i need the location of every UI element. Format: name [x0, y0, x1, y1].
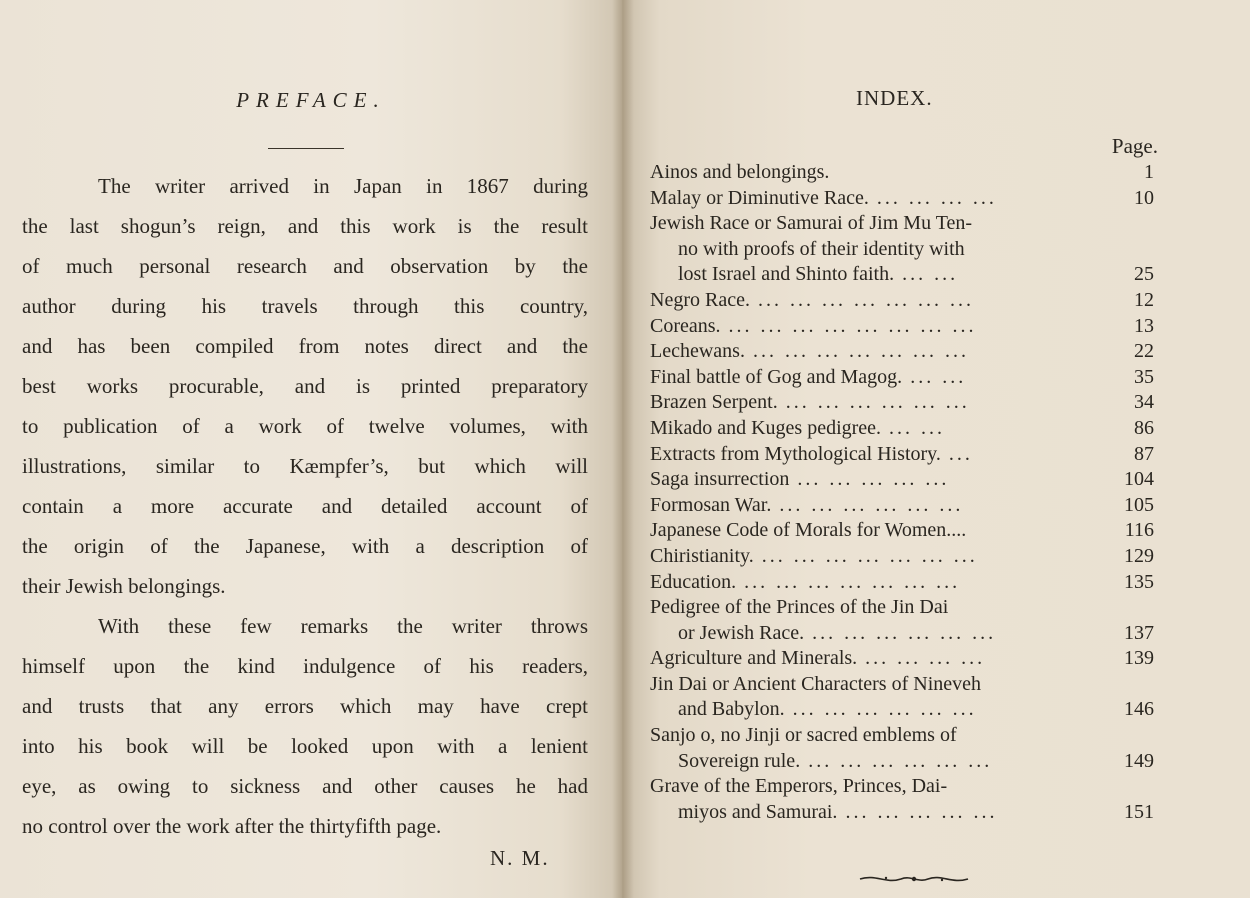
index-entry-line	[650, 697, 1154, 723]
index-entry	[650, 672, 1154, 723]
index-entry-line	[650, 416, 1154, 442]
index-leader-dots: ...	[948, 442, 973, 465]
index-entry	[650, 339, 1154, 365]
index-page-number: 151	[1124, 800, 1154, 823]
index-entry	[650, 186, 1154, 212]
preface-line: no control over the work after the thirtyfifth page.	[22, 814, 442, 838]
index-entry	[650, 723, 1154, 774]
index-page-number: 129	[1124, 544, 1154, 567]
index-entry-line	[650, 262, 1154, 288]
preface-title: PREFACE.	[236, 88, 386, 112]
preface-line: illustrations, similar to Kæmpfer’s, but which will	[22, 454, 588, 478]
index-page-number: 149	[1124, 749, 1154, 772]
index-entry	[650, 467, 1154, 493]
preface-signature: N. M.	[490, 846, 550, 870]
index-entry	[650, 416, 1154, 442]
index-entry-line	[650, 570, 1154, 596]
index-entry	[650, 518, 1154, 544]
index-entry	[650, 442, 1154, 468]
index-entry-line	[650, 365, 1154, 391]
index-entry	[650, 646, 1154, 672]
index-entry-text: Agriculture and Minerals.	[650, 647, 858, 670]
title-rule	[268, 148, 344, 149]
index-leader-dots: ... ... ... ... ... ...	[785, 391, 970, 414]
index-entry-line	[650, 493, 1154, 519]
index-entry-text: Lechewans.	[650, 340, 745, 363]
index-entry	[650, 314, 1154, 340]
index-page-number: 87	[1134, 442, 1154, 465]
index-page-number: 137	[1124, 621, 1154, 644]
index-leader-dots: ... ... ... ... ... ... ...	[752, 340, 969, 363]
index-entry-text: and Babylon.	[678, 698, 785, 721]
index-entry-text: no with proofs of their identity with	[678, 237, 965, 260]
index-entry-line	[650, 288, 1154, 314]
index-entry-line	[650, 237, 1154, 263]
index-leader-dots: ... ... ... ... ...	[797, 468, 950, 491]
index-entry	[650, 544, 1154, 570]
index-entry-line	[650, 211, 1154, 237]
index-entry	[650, 493, 1154, 519]
preface-line: into his book will be looked upon with a lenient	[22, 734, 588, 758]
index-leader-dots: ... ... ... ...	[876, 186, 997, 209]
index-entry-text: Ainos and belongings.	[650, 161, 830, 183]
index-entry-line	[650, 467, 1154, 493]
index-page-number: 34	[1134, 391, 1154, 414]
index-page-number: 116	[1124, 519, 1154, 542]
index-leader-dots: ... ...	[889, 416, 946, 439]
index-leader-dots: ... ... ... ... ...	[845, 800, 998, 823]
preface-line: their Jewish belongings.	[22, 574, 226, 598]
index-entry-text: lost Israel and Shinto faith.	[678, 263, 895, 286]
index-entry	[650, 390, 1154, 416]
index-entry	[650, 774, 1154, 825]
index-entry-text: Coreans.	[650, 314, 721, 337]
index-leader-dots: ... ...	[910, 365, 967, 388]
index-entry-text: miyos and Samurai.	[678, 800, 838, 823]
index-entry-line	[650, 518, 1154, 544]
index-entry-text: or Jewish Race.	[678, 621, 805, 644]
index-entry	[650, 288, 1154, 314]
index-entry-text: Japanese Code of Morals for Women....	[650, 519, 967, 542]
index-page-number: 86	[1134, 416, 1154, 439]
index-entry-line	[650, 774, 1154, 800]
preface-line: and trusts that any errors which may have crept	[22, 694, 588, 718]
index-entry-text: Jin Dai or Ancient Characters of Nineveh	[650, 672, 982, 695]
index-entry-text: Saga insurrection	[650, 468, 790, 491]
index-page	[622, 0, 1250, 898]
index-entry-line	[650, 749, 1154, 775]
index-leader-dots	[829, 160, 1110, 186]
index-entry-text: Sovereign rule.	[678, 749, 801, 772]
index-entry	[650, 211, 1154, 288]
index-entry-text: Jewish Race or Samurai of Jim Mu Ten-	[650, 212, 973, 235]
index-entry-text: Malay or Diminutive Race.	[650, 186, 869, 209]
tailpiece-ornament	[856, 872, 972, 886]
preface-line: of much personal research and observation by the	[22, 254, 588, 278]
preface-page	[0, 0, 622, 898]
index-entry-text: Extracts from Mythological History.	[650, 442, 941, 465]
index-leader-dots: ... ... ... ... ... ... ...	[757, 288, 974, 311]
index-entry-text: Negro Race.	[650, 288, 750, 311]
index-entry-line	[650, 672, 1154, 698]
index-page-number: 35	[1134, 365, 1154, 388]
index-leader-dots: ... ... ... ... ... ...	[792, 698, 977, 721]
index-entry-line	[650, 186, 1154, 212]
index-leader-dots: ... ... ... ...	[865, 647, 986, 670]
index-entry-line	[650, 442, 1154, 468]
index-entry-text: Final battle of Gog and Magog.	[650, 365, 903, 388]
index-leader-dots: ... ... ... ... ... ...	[808, 749, 993, 772]
index-page-number: 12	[1134, 288, 1154, 311]
index-entry-line	[650, 621, 1154, 647]
index-page-number: 13	[1134, 314, 1154, 337]
index-entry	[650, 365, 1154, 391]
index-entry-text: Pedigree of the Princes of the Jin Dai	[650, 596, 949, 619]
index-page-number: 25	[1134, 263, 1154, 286]
index-entry-text: Brazen Serpent.	[650, 391, 778, 414]
preface-line: best works procurable, and is printed preparatory	[22, 374, 588, 398]
index-leader-dots: ... ... ... ... ... ... ...	[761, 544, 978, 567]
index-entry-line	[650, 646, 1154, 672]
index-entry-line	[650, 800, 1154, 826]
index-page-number: 139	[1124, 647, 1154, 670]
index-entry	[650, 570, 1154, 596]
index-entry-line	[650, 339, 1154, 365]
preface-line: eye, as owing to sickness and other causes he had	[22, 774, 588, 798]
index-page-number: 22	[1134, 340, 1154, 363]
preface-line: himself upon the kind indulgence of his readers,	[22, 654, 588, 678]
index-page-number: 105	[1124, 493, 1154, 516]
index-leader-dots: ... ... ... ... ... ... ...	[744, 570, 961, 593]
preface-line: the last shogun’s reign, and this work is the result	[22, 214, 588, 238]
index-entry-text: Formosan War.	[650, 493, 772, 516]
index-entry-line	[650, 723, 1154, 749]
index-leader-dots: ... ... ... ... ... ...	[779, 493, 964, 516]
preface-line: With these few remarks the writer throws	[98, 614, 588, 638]
index-title: INDEX.	[856, 86, 933, 110]
index-entry	[650, 160, 1154, 186]
preface-body	[22, 166, 588, 846]
index-leader-dots: ... ... ... ... ... ...	[812, 621, 997, 644]
index-page-number: 1	[1144, 161, 1154, 183]
page-column-heading: Page.	[1111, 134, 1158, 158]
preface-line: and has been compiled from notes direct and the	[22, 334, 588, 358]
preface-line: The writer arrived in Japan in 1867 during	[98, 174, 588, 198]
index-entry-text: Sanjo o, no Jinji or sacred emblems of	[650, 724, 957, 747]
index-entry-text: Mikado and Kuges pedigree.	[650, 416, 882, 439]
index-leader-dots: ... ... ... ... ... ... ... ...	[728, 314, 977, 337]
index-leader-dots	[966, 518, 1110, 544]
index-page-number: 104	[1124, 468, 1154, 491]
index-entry	[650, 595, 1154, 646]
index-page-number: 135	[1124, 570, 1154, 593]
index-list	[650, 160, 1154, 825]
book-gutter	[612, 0, 634, 898]
index-page-number: 146	[1124, 698, 1154, 721]
index-entry-line	[650, 390, 1154, 416]
index-entry-line	[650, 160, 1154, 186]
preface-line: the origin of the Japanese, with a description of	[22, 534, 588, 558]
index-entry-text: Grave of the Emperors, Princes, Dai-	[650, 775, 948, 798]
index-entry-line	[650, 314, 1154, 340]
preface-line: contain a more accurate and detailed account of	[22, 494, 588, 518]
index-page-number: 10	[1134, 186, 1154, 209]
index-entry-line	[650, 595, 1154, 621]
index-entry-text: Education.	[650, 570, 737, 593]
preface-line: to publication of a work of twelve volumes, with	[22, 414, 588, 438]
preface-line: author during his travels through this country,	[22, 294, 588, 318]
index-entry-line	[650, 544, 1154, 570]
index-entry-text: Chiristianity.	[650, 544, 754, 567]
index-leader-dots: ... ...	[902, 263, 959, 286]
